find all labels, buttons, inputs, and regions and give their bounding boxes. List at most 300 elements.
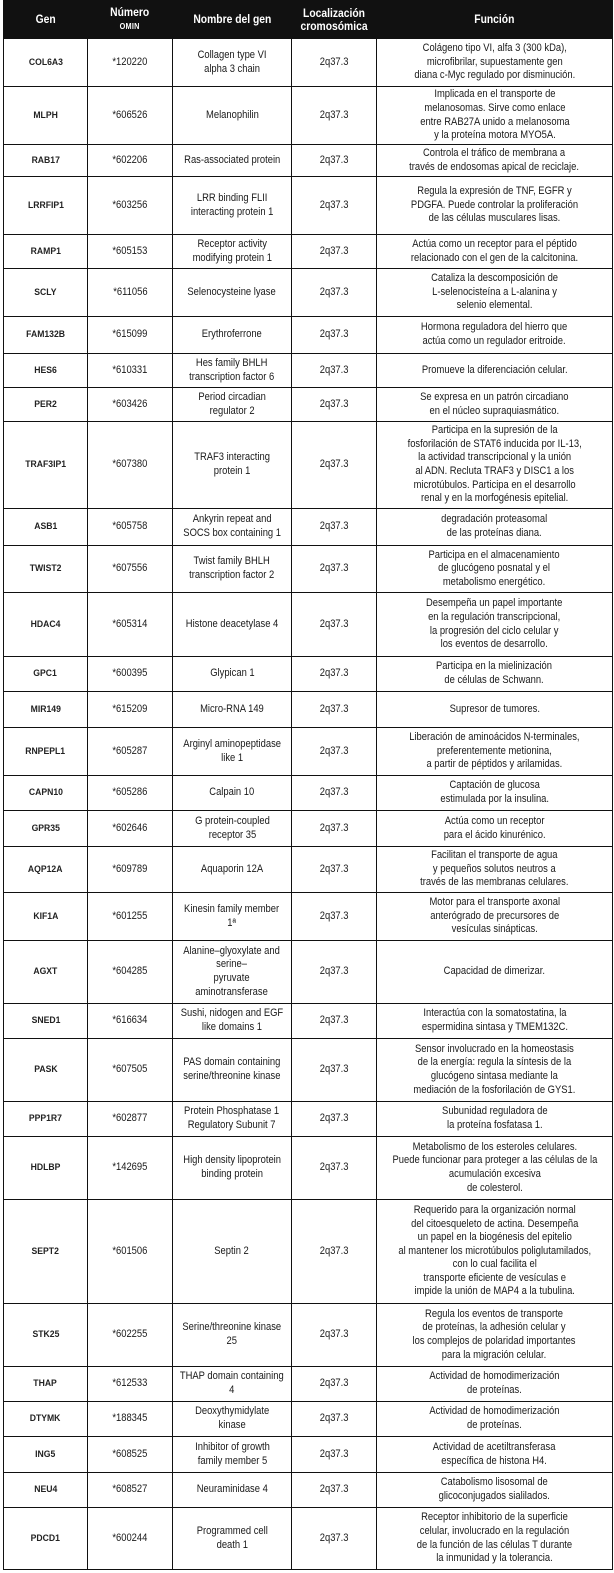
gene-cell — [4, 1200, 88, 1304]
gene-cell-text: HDLBP — [30, 1162, 61, 1174]
function-cell — [377, 509, 613, 546]
gene-name-cell — [173, 39, 292, 87]
gene-cell — [4, 811, 88, 847]
gene-name-cell — [173, 1102, 292, 1137]
function-cell-text: Catabolismo lisosomal de glicoconjugados sialilados. — [438, 1476, 551, 1502]
chromosome-location-cell-text: 2q37.3 — [319, 198, 349, 211]
gene-name-cell-text: Septin 2 — [214, 1244, 250, 1257]
function-cell-text: Actividad de homodimerización de proteínas. — [429, 1405, 560, 1431]
chromosome-location-cell — [292, 728, 377, 776]
function-cell-text: Interactúa con la somatostatina, la espermidina sintasa y TMEM132C. — [421, 1007, 568, 1033]
gene-name-cell-text: Calpain 10 — [209, 786, 255, 799]
gene-cell — [4, 1437, 88, 1473]
gene-name-cell — [173, 235, 292, 269]
omim-number-cell — [88, 1367, 173, 1402]
function-cell-text: Colágeno tipo VI, alfa 3 (300 kDa), microfibrilar, supuestamente gen diana c-Myc regulado por disminución. — [414, 42, 575, 82]
function-cell-text: Actividad de homodimerización de proteínas. — [429, 1370, 560, 1396]
gene-cell — [4, 1137, 88, 1200]
chromosome-location-cell-text: 2q37.3 — [319, 285, 349, 298]
gene-name-cell-text: THAP domain containing 4 — [180, 1370, 284, 1396]
table-header-row — [4, 1, 613, 39]
chromosome-location-cell-text: 2q37.3 — [319, 55, 349, 68]
gene-name-cell — [173, 728, 292, 776]
function-cell — [377, 1473, 613, 1508]
omim-number-cell — [88, 39, 173, 87]
gene-name-cell — [173, 354, 292, 388]
table-row — [4, 1137, 613, 1200]
header-gene-label: Gen — [35, 12, 56, 26]
omim-number-cell-text: *603256 — [112, 198, 148, 211]
omim-number-cell — [88, 1304, 173, 1367]
omim-number-cell-text: *607556 — [112, 562, 148, 575]
gene-cell-text: STK25 — [32, 1329, 59, 1341]
table-row — [4, 1367, 613, 1402]
chromosome-location-cell-text: 2q37.3 — [319, 458, 349, 471]
function-cell — [377, 1304, 613, 1367]
function-cell — [377, 941, 613, 1004]
gene-table — [3, 0, 613, 1570]
gene-cell — [4, 1039, 88, 1102]
gene-cell — [4, 422, 88, 509]
chromosome-location-cell-text: 2q37.3 — [319, 862, 349, 875]
chromosome-location-cell-text: 2q37.3 — [319, 821, 349, 834]
gene-cell-text: MLPH — [33, 109, 58, 121]
table-row — [4, 593, 613, 657]
chromosome-location-cell-text: 2q37.3 — [319, 1161, 349, 1174]
table-row — [4, 692, 613, 728]
omim-number-cell-text: *607505 — [112, 1063, 148, 1076]
function-cell-text: Promueve la diferenciación celular. — [421, 363, 568, 376]
gene-cell-text: SNED1 — [31, 1015, 60, 1027]
chromosome-location-cell — [292, 893, 377, 941]
chromosome-location-cell — [292, 593, 377, 657]
gene-name-cell-text: PAS domain containing serine/threonine kinase — [183, 1056, 281, 1082]
header-gene — [4, 1, 88, 39]
gene-cell-text: LRRFIP1 — [27, 199, 64, 211]
chromosome-location-cell — [292, 388, 377, 422]
header-function-label: Función — [474, 12, 515, 26]
chromosome-location-cell — [292, 177, 377, 235]
function-cell-text: Implicada en el transporte de melanosomas. Sirve como enlace entre RAB27A unido a melanosoma y la proteína motora MYO5A. — [419, 88, 570, 142]
omim-number-cell — [88, 509, 173, 546]
table-row — [4, 657, 613, 692]
gene-cell-text: MIR149 — [30, 703, 61, 715]
omim-number-cell — [88, 811, 173, 847]
function-cell — [377, 546, 613, 593]
omim-number-cell — [88, 1004, 173, 1039]
gene-name-cell-text: Erythroferrone — [201, 328, 263, 341]
gene-cell-text: FAM132B — [26, 329, 65, 341]
gene-name-cell-text: Protein Phosphatase 1 Regulatory Subunit 7 — [184, 1105, 280, 1131]
function-cell — [377, 657, 613, 692]
chromosome-location-cell-text: 2q37.3 — [319, 744, 349, 757]
chromosome-location-cell-text: 2q37.3 — [319, 397, 349, 410]
gene-name-cell-text: G protein-coupled receptor 35 — [194, 814, 270, 841]
chromosome-location-cell — [292, 657, 377, 692]
function-cell — [377, 1102, 613, 1137]
omim-number-cell-text: *602255 — [112, 1328, 148, 1341]
omim-number-cell — [88, 1200, 173, 1304]
function-cell — [377, 1402, 613, 1437]
chromosome-location-cell-text: 2q37.3 — [319, 244, 349, 257]
omim-number-cell — [88, 269, 173, 317]
function-cell-text: Participa en el almacenamiento de glucógeno posnatal y el metabolismo energético. — [428, 548, 561, 588]
gene-name-cell-text: Histone deacetylase 4 — [185, 617, 279, 630]
gene-name-cell — [173, 1508, 292, 1570]
chromosome-location-cell — [292, 509, 377, 546]
gene-name-cell-text: Neuraminidase 4 — [196, 1483, 268, 1496]
gene-cell — [4, 87, 88, 145]
gene-name-cell-text: Period circadian regulator 2 — [198, 390, 266, 417]
function-cell-text: Subunidad reguladora de la proteína fosfatasa 1. — [441, 1105, 548, 1131]
chromosome-location-cell — [292, 235, 377, 269]
chromosome-location-cell — [292, 847, 377, 893]
function-cell — [377, 728, 613, 776]
table-row — [4, 422, 613, 509]
omim-number-cell-text: *601255 — [112, 909, 148, 922]
header-omim-text: Número — [110, 5, 150, 19]
gene-cell — [4, 1367, 88, 1402]
function-cell — [377, 1137, 613, 1200]
gene-cell-text: TWIST2 — [29, 563, 62, 575]
gene-cell-text: HDAC4 — [30, 618, 61, 630]
function-cell — [377, 1039, 613, 1102]
gene-name-cell-text: Alanine–glyoxylate and serine– pyruvate aminotransferase — [183, 944, 281, 998]
function-cell — [377, 317, 613, 354]
omim-number-cell-text: *605287 — [112, 744, 148, 757]
gene-cell — [4, 269, 88, 317]
gene-name-cell — [173, 593, 292, 657]
chromosome-location-cell — [292, 692, 377, 728]
gene-cell-text: SEPT2 — [31, 1245, 60, 1257]
gene-name-cell — [173, 1367, 292, 1402]
gene-cell — [4, 593, 88, 657]
omim-number-cell-text: *606526 — [112, 108, 148, 121]
gene-name-cell-text: Collagen type VI alpha 3 chain — [197, 48, 267, 75]
function-cell — [377, 354, 613, 388]
gene-cell-text: ING5 — [35, 1448, 56, 1460]
gene-name-cell — [173, 657, 292, 692]
gene-name-cell-text: Programmed cell death 1 — [196, 1524, 268, 1551]
gene-name-cell-text: High density lipoprotein binding protein — [183, 1154, 281, 1180]
table-row — [4, 776, 613, 811]
gene-name-cell-text: Serine/threonine kinase 25 — [182, 1321, 282, 1347]
header-omim-sub: OMIN — [119, 21, 141, 31]
function-cell-text: Supresor de tumores. — [449, 702, 540, 715]
function-cell-text: Sensor involucrado en la homeostasis de la energía: regula la síntesis de la glucógeno sintasa mediante la mediación de la fosforilación de GYS1. — [413, 1042, 576, 1096]
gene-name-cell — [173, 1137, 292, 1200]
gene-cell — [4, 1508, 88, 1570]
omim-number-cell-text: *616634 — [112, 1014, 148, 1027]
gene-name-cell-text: Arginyl aminopeptidase like 1 — [183, 737, 281, 764]
gene-cell-text: CAPN10 — [28, 787, 63, 799]
chromosome-location-cell-text: 2q37.3 — [319, 617, 349, 630]
gene-cell-text: PASK — [33, 1064, 58, 1076]
chromosome-location-cell — [292, 1367, 377, 1402]
gene-cell — [4, 1304, 88, 1367]
function-cell — [377, 593, 613, 657]
gene-cell-text: DTYMK — [30, 1413, 61, 1425]
chromosome-location-cell — [292, 1200, 377, 1304]
gene-cell — [4, 145, 88, 177]
gene-cell-text: NEU4 — [33, 1484, 58, 1496]
gene-cell — [4, 692, 88, 728]
gene-cell — [4, 847, 88, 893]
table-row — [4, 39, 613, 87]
chromosome-location-cell — [292, 1473, 377, 1508]
omim-number-cell-text: *603426 — [112, 397, 148, 410]
gene-cell-text: AQP12A — [28, 863, 63, 875]
gene-name-cell — [173, 546, 292, 593]
gene-name-cell — [173, 1004, 292, 1039]
gene-name-cell-text: Deoxythymidylate kinase — [194, 1405, 270, 1431]
omim-number-cell — [88, 593, 173, 657]
function-cell — [377, 269, 613, 317]
omim-number-cell — [88, 692, 173, 728]
omim-number-cell-text: *607380 — [112, 458, 148, 471]
omim-number-cell — [88, 728, 173, 776]
chromosome-location-cell — [292, 1437, 377, 1473]
table-row — [4, 354, 613, 388]
chromosome-location-cell — [292, 1039, 377, 1102]
header-location-label: Localización cromosómica — [300, 5, 368, 33]
header-omim-label — [111, 6, 150, 33]
chromosome-location-cell-text: 2q37.3 — [319, 1244, 349, 1257]
table-row — [4, 1437, 613, 1473]
function-cell — [377, 145, 613, 177]
function-cell — [377, 1004, 613, 1039]
omim-number-cell — [88, 1473, 173, 1508]
omim-number-cell-text: *611056 — [112, 285, 148, 298]
function-cell — [377, 847, 613, 893]
gene-cell — [4, 235, 88, 269]
function-cell-text: Capacidad de dimerizar. — [443, 965, 546, 978]
gene-cell — [4, 728, 88, 776]
gene-cell-text: ASB1 — [33, 521, 58, 533]
gene-name-cell — [173, 893, 292, 941]
function-cell-text: Se expresa en un patrón circadiano en el núcleo supraquiasmático. — [420, 390, 569, 417]
gene-name-cell-text: Twist family BHLH transcription factor 2 — [189, 555, 275, 581]
omim-number-cell-text: *120220 — [112, 55, 148, 68]
chromosome-location-cell-text: 2q37.3 — [319, 1483, 349, 1496]
table-row — [4, 177, 613, 235]
gene-cell-text: HES6 — [34, 364, 57, 376]
chromosome-location-cell — [292, 1402, 377, 1437]
gene-name-cell — [173, 317, 292, 354]
table-row — [4, 1102, 613, 1137]
header-name — [173, 1, 292, 39]
gene-cell-text: RNPEPL1 — [25, 745, 66, 757]
gene-cell — [4, 941, 88, 1004]
gene-cell — [4, 317, 88, 354]
omim-number-cell-text: *602646 — [112, 821, 148, 834]
gene-name-cell-text: TRAF3 interacting protein 1 — [194, 451, 270, 477]
chromosome-location-cell — [292, 39, 377, 87]
chromosome-location-cell — [292, 1004, 377, 1039]
chromosome-location-cell-text: 2q37.3 — [319, 1014, 349, 1027]
gene-cell-text: SCLY — [34, 286, 57, 298]
gene-cell-text: TRAF3IP1 — [25, 459, 66, 471]
omim-number-cell-text: *605153 — [112, 244, 148, 257]
function-cell — [377, 692, 613, 728]
function-cell-text: Cataliza la descomposición de L-selenocisteína a L-alanina y selenio elemental. — [431, 272, 558, 312]
table-row — [4, 1039, 613, 1102]
omim-number-cell-text: *600395 — [112, 667, 148, 680]
gene-name-cell — [173, 1304, 292, 1367]
omim-number-cell-text: *601506 — [112, 1244, 148, 1257]
omim-number-cell — [88, 388, 173, 422]
function-cell-text: Regula la expresión de TNF, EGFR y PDGFA. Puede controlar la proliferación de las células musculares lisas. — [410, 185, 579, 225]
omim-number-cell-text: *602877 — [112, 1112, 148, 1125]
chromosome-location-cell-text: 2q37.3 — [319, 153, 349, 166]
gene-cell — [4, 546, 88, 593]
omim-number-cell-text: *605758 — [112, 520, 148, 533]
gene-cell-text: THAP — [33, 1378, 58, 1390]
omim-number-cell — [88, 87, 173, 145]
omim-number-cell — [88, 776, 173, 811]
function-cell-text: Captación de glucosa estimulada por la insulina. — [440, 779, 549, 805]
gene-name-cell-text: Ankyrin repeat and SOCS box containing 1 — [183, 513, 281, 539]
function-cell-text: Facilitan el transporte de agua y pequeños solutos neutros a través de las membranas celulares. — [420, 849, 569, 889]
function-cell — [377, 39, 613, 87]
gene-name-cell — [173, 269, 292, 317]
omim-number-cell-text: *615099 — [112, 328, 148, 341]
gene-cell-text: COL6A3 — [28, 56, 63, 68]
gene-name-cell — [173, 87, 292, 145]
table-row — [4, 509, 613, 546]
chromosome-location-cell — [292, 269, 377, 317]
omim-number-cell-text: *605286 — [112, 786, 148, 799]
omim-number-cell-text: *609789 — [112, 862, 148, 875]
gene-cell — [4, 388, 88, 422]
chromosome-location-cell-text: 2q37.3 — [319, 909, 349, 922]
function-cell — [377, 1367, 613, 1402]
omim-number-cell — [88, 941, 173, 1004]
gene-cell-text: GPR35 — [31, 822, 60, 834]
omim-number-cell — [88, 235, 173, 269]
omim-number-cell-text: *612533 — [112, 1377, 148, 1390]
table-row — [4, 811, 613, 847]
chromosome-location-cell — [292, 87, 377, 145]
function-cell-text: Participa en la mielinización de células de Schwann. — [436, 660, 553, 686]
gene-cell-text: PER2 — [34, 398, 57, 410]
gene-name-cell — [173, 776, 292, 811]
omim-number-cell — [88, 546, 173, 593]
table-row — [4, 1304, 613, 1367]
chromosome-location-cell-text: 2q37.3 — [319, 328, 349, 341]
omim-number-cell — [88, 1508, 173, 1570]
table-row — [4, 87, 613, 145]
function-cell — [377, 1508, 613, 1570]
gene-name-cell-text: Micro-RNA 149 — [200, 702, 264, 715]
gene-cell-text: PPP1R7 — [28, 1113, 63, 1125]
table-row — [4, 1402, 613, 1437]
function-cell-text: Actividad de acetiltransferasa específica de histona H4. — [433, 1440, 556, 1467]
gene-cell-text: RAMP1 — [30, 245, 61, 257]
omim-number-cell — [88, 177, 173, 235]
omim-number-cell-text: *604285 — [112, 965, 148, 978]
gene-name-cell — [173, 1437, 292, 1473]
function-cell-text: Metabolismo de los esteroles celulares. Puede funcionar para proteger a las células de la acumulación excesiva de colesterol. — [392, 1140, 597, 1194]
gene-cell-text: PDCD1 — [30, 1532, 61, 1544]
table-row — [4, 388, 613, 422]
table-row — [4, 847, 613, 893]
gene-cell-text: KIF1A — [33, 910, 58, 922]
chromosome-location-cell-text: 2q37.3 — [319, 786, 349, 799]
gene-name-cell — [173, 177, 292, 235]
omim-number-cell-text: *610331 — [112, 363, 148, 376]
gene-name-cell — [173, 847, 292, 893]
omim-number-cell — [88, 847, 173, 893]
chromosome-location-cell-text: 2q37.3 — [319, 1112, 349, 1125]
function-cell-text: Regula los eventos de transporte de proteínas, la adhesión celular y los complejos de polaridad importantes para la migración celular. — [413, 1307, 576, 1361]
chromosome-location-cell — [292, 145, 377, 177]
function-cell-text: degradación proteasomal de las proteínas diana. — [441, 513, 548, 539]
table-row — [4, 145, 613, 177]
gene-cell — [4, 657, 88, 692]
header-omim — [88, 1, 173, 39]
gene-cell — [4, 776, 88, 811]
omim-number-cell — [88, 354, 173, 388]
chromosome-location-cell-text: 2q37.3 — [319, 1063, 349, 1076]
gene-cell-text: RAB17 — [31, 154, 60, 166]
omim-number-cell-text: *615209 — [112, 702, 148, 715]
chromosome-location-cell — [292, 422, 377, 509]
chromosome-location-cell-text: 2q37.3 — [319, 562, 349, 575]
omim-number-cell — [88, 1437, 173, 1473]
omim-number-cell-text: *608525 — [112, 1447, 148, 1460]
gene-cell-text: AGXT — [33, 966, 58, 978]
gene-name-cell — [173, 811, 292, 847]
chromosome-location-cell — [292, 546, 377, 593]
gene-name-cell — [173, 1200, 292, 1304]
gene-cell — [4, 509, 88, 546]
gene-name-cell — [173, 941, 292, 1004]
chromosome-location-cell — [292, 941, 377, 1004]
gene-name-cell — [173, 388, 292, 422]
gene-cell-text: GPC1 — [33, 668, 58, 680]
chromosome-location-cell-text: 2q37.3 — [319, 702, 349, 715]
gene-cell — [4, 354, 88, 388]
omim-number-cell — [88, 422, 173, 509]
chromosome-location-cell — [292, 1508, 377, 1570]
gene-name-cell-text: LRR binding FLII interacting protein 1 — [190, 191, 274, 218]
chromosome-location-cell-text: 2q37.3 — [319, 1412, 349, 1425]
gene-cell — [4, 177, 88, 235]
function-cell-text: Actúa como un receptor para el péptido relacionado con el gen de la calcitonina. — [410, 237, 579, 264]
table-row — [4, 546, 613, 593]
gene-name-cell-text: Selenocysteine lyase — [187, 285, 277, 298]
gene-name-cell-text: Sushi, nidogen and EGF like domains 1 — [180, 1007, 284, 1033]
table-row — [4, 1004, 613, 1039]
omim-number-cell — [88, 893, 173, 941]
omim-number-cell-text: *608527 — [112, 1483, 148, 1496]
chromosome-location-cell — [292, 317, 377, 354]
omim-number-cell-text: *188345 — [112, 1412, 148, 1425]
chromosome-location-cell-text: 2q37.3 — [319, 1328, 349, 1341]
chromosome-location-cell — [292, 1137, 377, 1200]
gene-name-cell-text: Inhibitor of growth family member 5 — [194, 1440, 270, 1467]
omim-number-cell — [88, 1039, 173, 1102]
gene-name-cell — [173, 422, 292, 509]
chromosome-location-cell — [292, 354, 377, 388]
omim-number-cell-text: *602206 — [112, 153, 148, 166]
function-cell — [377, 811, 613, 847]
chromosome-location-cell-text: 2q37.3 — [319, 363, 349, 376]
table-row — [4, 235, 613, 269]
gene-name-cell-text: Glypican 1 — [209, 667, 255, 680]
function-cell — [377, 388, 613, 422]
